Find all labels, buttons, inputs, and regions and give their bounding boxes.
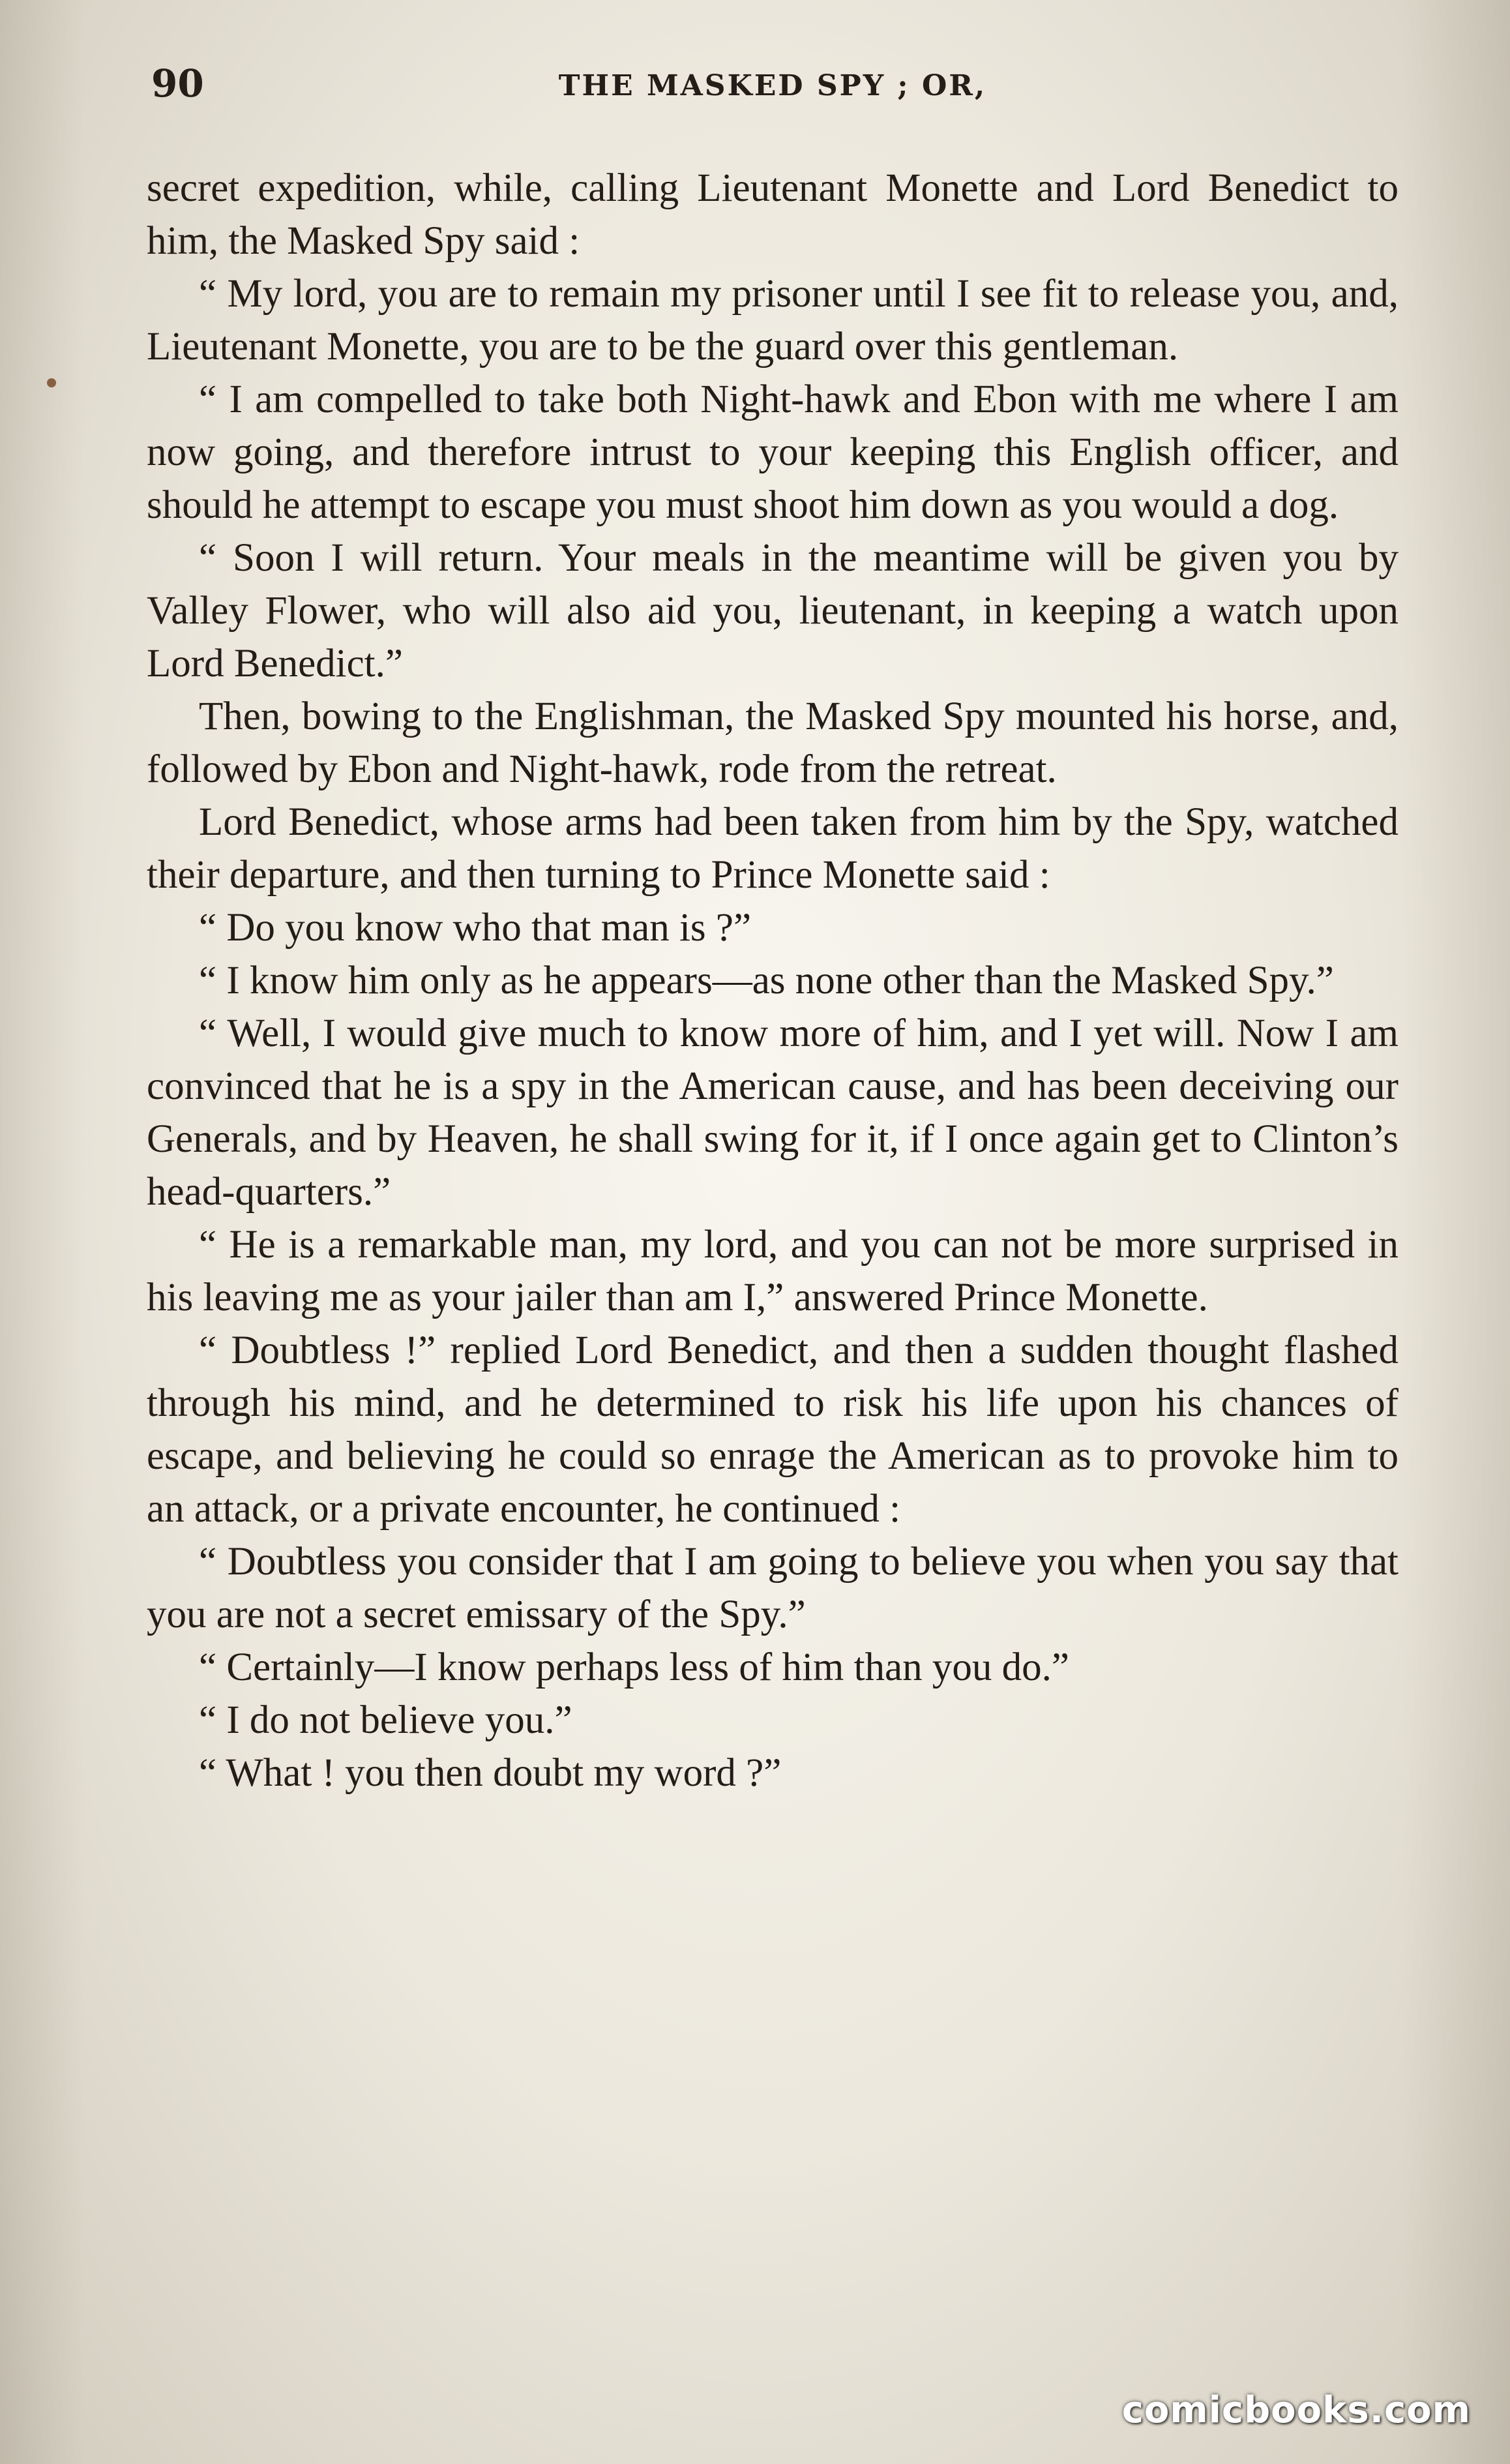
paragraph: “ I do not believe you.” <box>199 1698 572 1742</box>
paragraph: “ Soon I will return. Your meals in the meantime will be given you by Valley Flower, who will also aid you, lieutenant, in keeping a watch upon Lord Benedict.” <box>147 536 1399 685</box>
watermark: comicbooks.com <box>1121 2389 1471 2431</box>
paragraph: “ I know him only as he appears—as none other than the Masked Spy.” <box>199 959 1334 1002</box>
paragraph: “ Well, I would give much to know more of him, and I yet will. Now I am convinced that he is a spy in the American cause, and has been deceiving our Generals, and by Heaven, he shall swing for it, if I once again get to Clinton’s head-quarters.” <box>147 1012 1399 1214</box>
paragraph: Lord Benedict, whose arms had been taken from him by the Spy, watched their departure, and then turning to Prince Monette said : <box>147 800 1399 897</box>
paragraph: “ Doubtless !” replied Lord Benedict, and then a sudden thought flashed through his mind, and he determined to risk his life upon his chances of escape, and believing he could so enrage the American as to provoke him to an attack, or a private encounter, he continued : <box>147 1329 1399 1531</box>
paragraph: “ What ! you then doubt my word ?” <box>199 1751 782 1795</box>
running-title: THE MASKED SPY ; OR, <box>558 69 987 102</box>
body-text <box>147 162 1399 1799</box>
paragraph: “ He is a remarkable man, my lord, and you can not be more surprised in his leaving me as your jailer than am I,” answered Prince Monette. <box>147 1223 1399 1319</box>
paragraph: “ Doubtless you consider that I am going to believe you when you say that you are not a secret emissary of the Spy.” <box>147 1540 1399 1636</box>
paragraph: secret expedition, while, calling Lieutenant Monette and Lord Benedict to him, the Masked Spy said : <box>147 166 1399 263</box>
running-head <box>143 59 1402 117</box>
paragraph: “ I am compelled to take both Night-hawk and Ebon with me where I am now going, and therefore intrust to your keeping this English officer, and should he attempt to escape you must shoot him down as you would a dog. <box>147 378 1399 527</box>
paragraph: “ Certainly—I know perhaps less of him than you do.” <box>199 1645 1069 1689</box>
paragraph: “ My lord, you are to remain my prisoner until I see fit to release you, and, Lieutenant Monette, you are to be the guard over this gentleman. <box>147 272 1399 368</box>
page-number: 90 <box>151 61 204 106</box>
paragraph: “ Do you know who that man is ?” <box>199 906 752 950</box>
page-blemish <box>47 378 56 387</box>
paragraph: Then, bowing to the Englishman, the Masked Spy mounted his horse, and, followed by Ebon and Night-hawk, rode from the retreat. <box>147 695 1399 791</box>
